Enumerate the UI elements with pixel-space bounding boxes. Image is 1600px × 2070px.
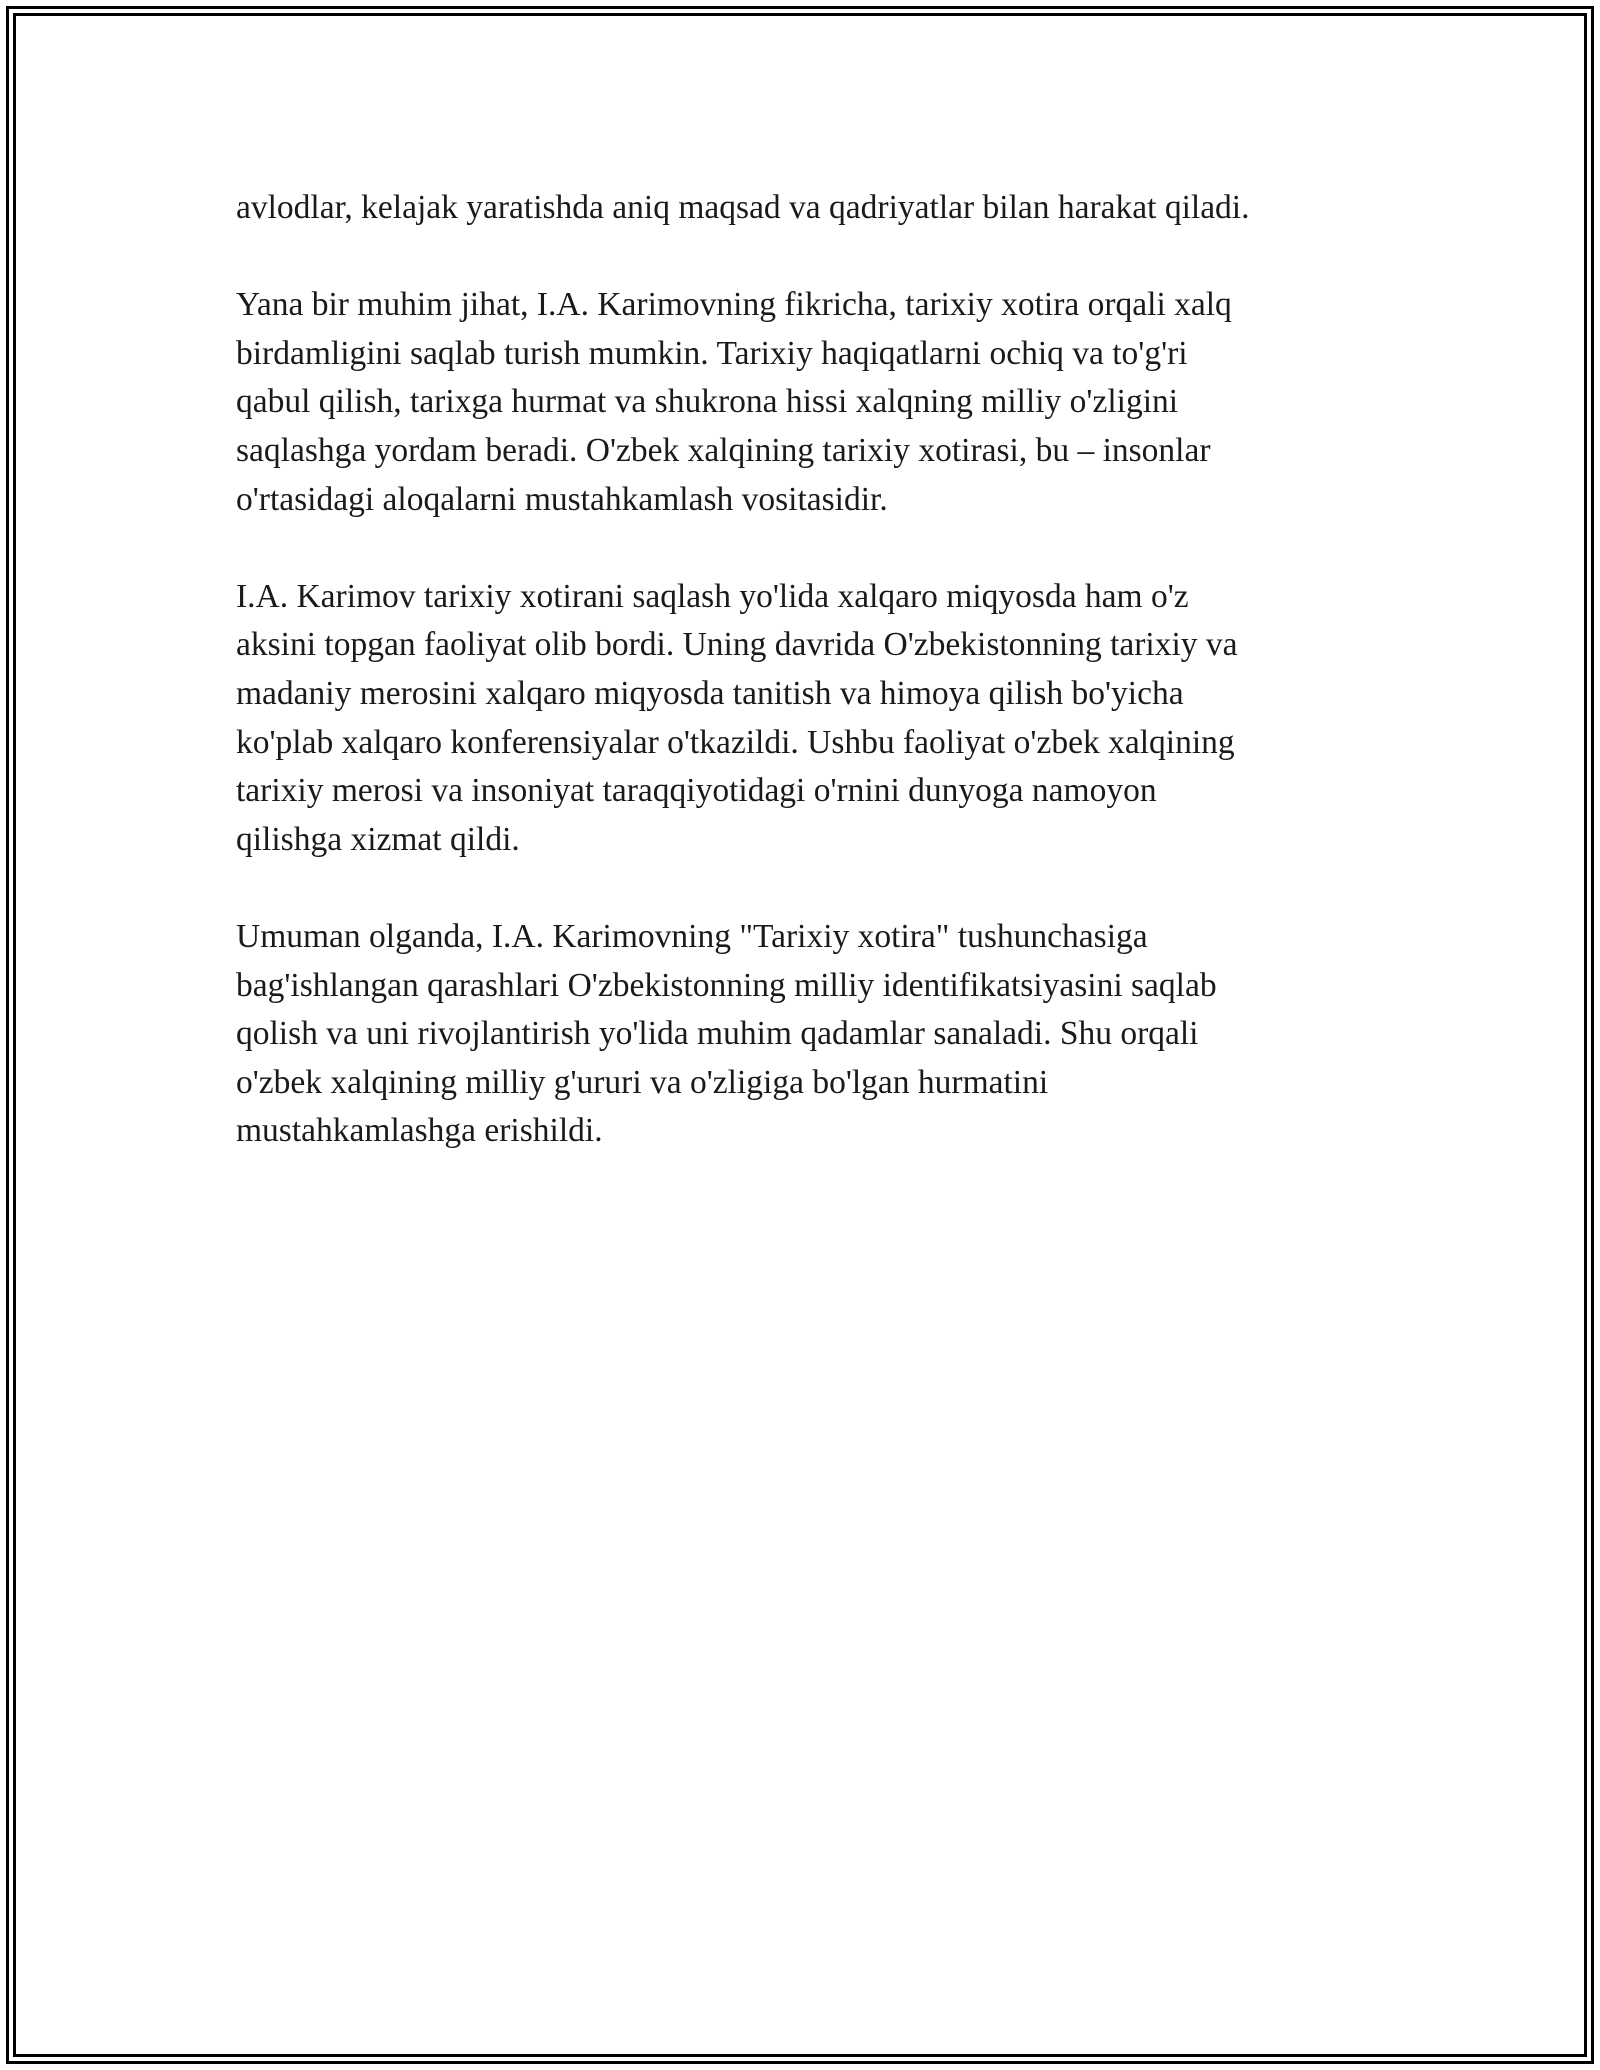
paragraph-4: [236, 913, 1386, 1156]
paragraph-2: [236, 281, 1386, 524]
text-line: madaniy merosini xalqaro miqyosda tanitish va himoya qilish bo'yicha: [236, 674, 1184, 712]
text-line: tarixiy merosi va insoniyat taraqqiyotidagi o'rnini dunyoga namoyon: [236, 772, 1157, 810]
text-line: qabul qilish, tarixga hurmat va shukrona hissi xalqning milliy o'zligini: [236, 383, 1179, 421]
text-line: avlodlar, kelajak yaratishda aniq maqsad va qadriyatlar bilan harakat qiladi.: [236, 189, 1250, 226]
text-line: bag'ishlangan qarashlari O'zbekistonning milliy identifikatsiyasini saqlab: [236, 966, 1217, 1004]
document-body: [236, 184, 1386, 1204]
text-line: Umuman olganda, I.A. Karimovning "Tarixiy xotira" tushunchasiga: [236, 917, 1148, 955]
text-line: qilishga xizmat qildi.: [236, 820, 520, 858]
text-line: ko'plab xalqaro konferensiyalar o'tkazildi. Ushbu faoliyat o'zbek xalqining: [236, 723, 1235, 761]
text-line: saqlashga yordam beradi. O'zbek xalqining tarixiy xotirasi, bu – insonlar: [236, 431, 1211, 469]
text-line: mustahkamlashga erishildi.: [236, 1112, 603, 1150]
text-line: Yana bir muhim jihat, I.A. Karimovning fikricha, tarixiy xotira orqali xalq: [236, 286, 1232, 324]
text-line: o'rtasidagi aloqalarni mustahkamlash vositasidir.: [236, 480, 888, 518]
paragraph-3: [236, 573, 1386, 865]
text-line: aksini topgan faoliyat olib bordi. Uning davrida O'zbekistonning tarixiy va: [236, 626, 1238, 664]
paragraph-1: [236, 184, 1386, 233]
text-line: birdamligini saqlab turish mumkin. Tarixiy haqiqatlarni ochiq va to'g'ri: [236, 334, 1188, 372]
text-line: o'zbek xalqining milliy g'ururi va o'zligiga bo'lgan hurmatini: [236, 1063, 1049, 1101]
text-line: qolish va uni rivojlantirish yo'lida muhim qadamlar sanaladi. Shu orqali: [236, 1015, 1199, 1053]
text-line: I.A. Karimov tarixiy xotirani saqlash yo'lida xalqaro miqyosda ham o'z: [236, 577, 1189, 615]
